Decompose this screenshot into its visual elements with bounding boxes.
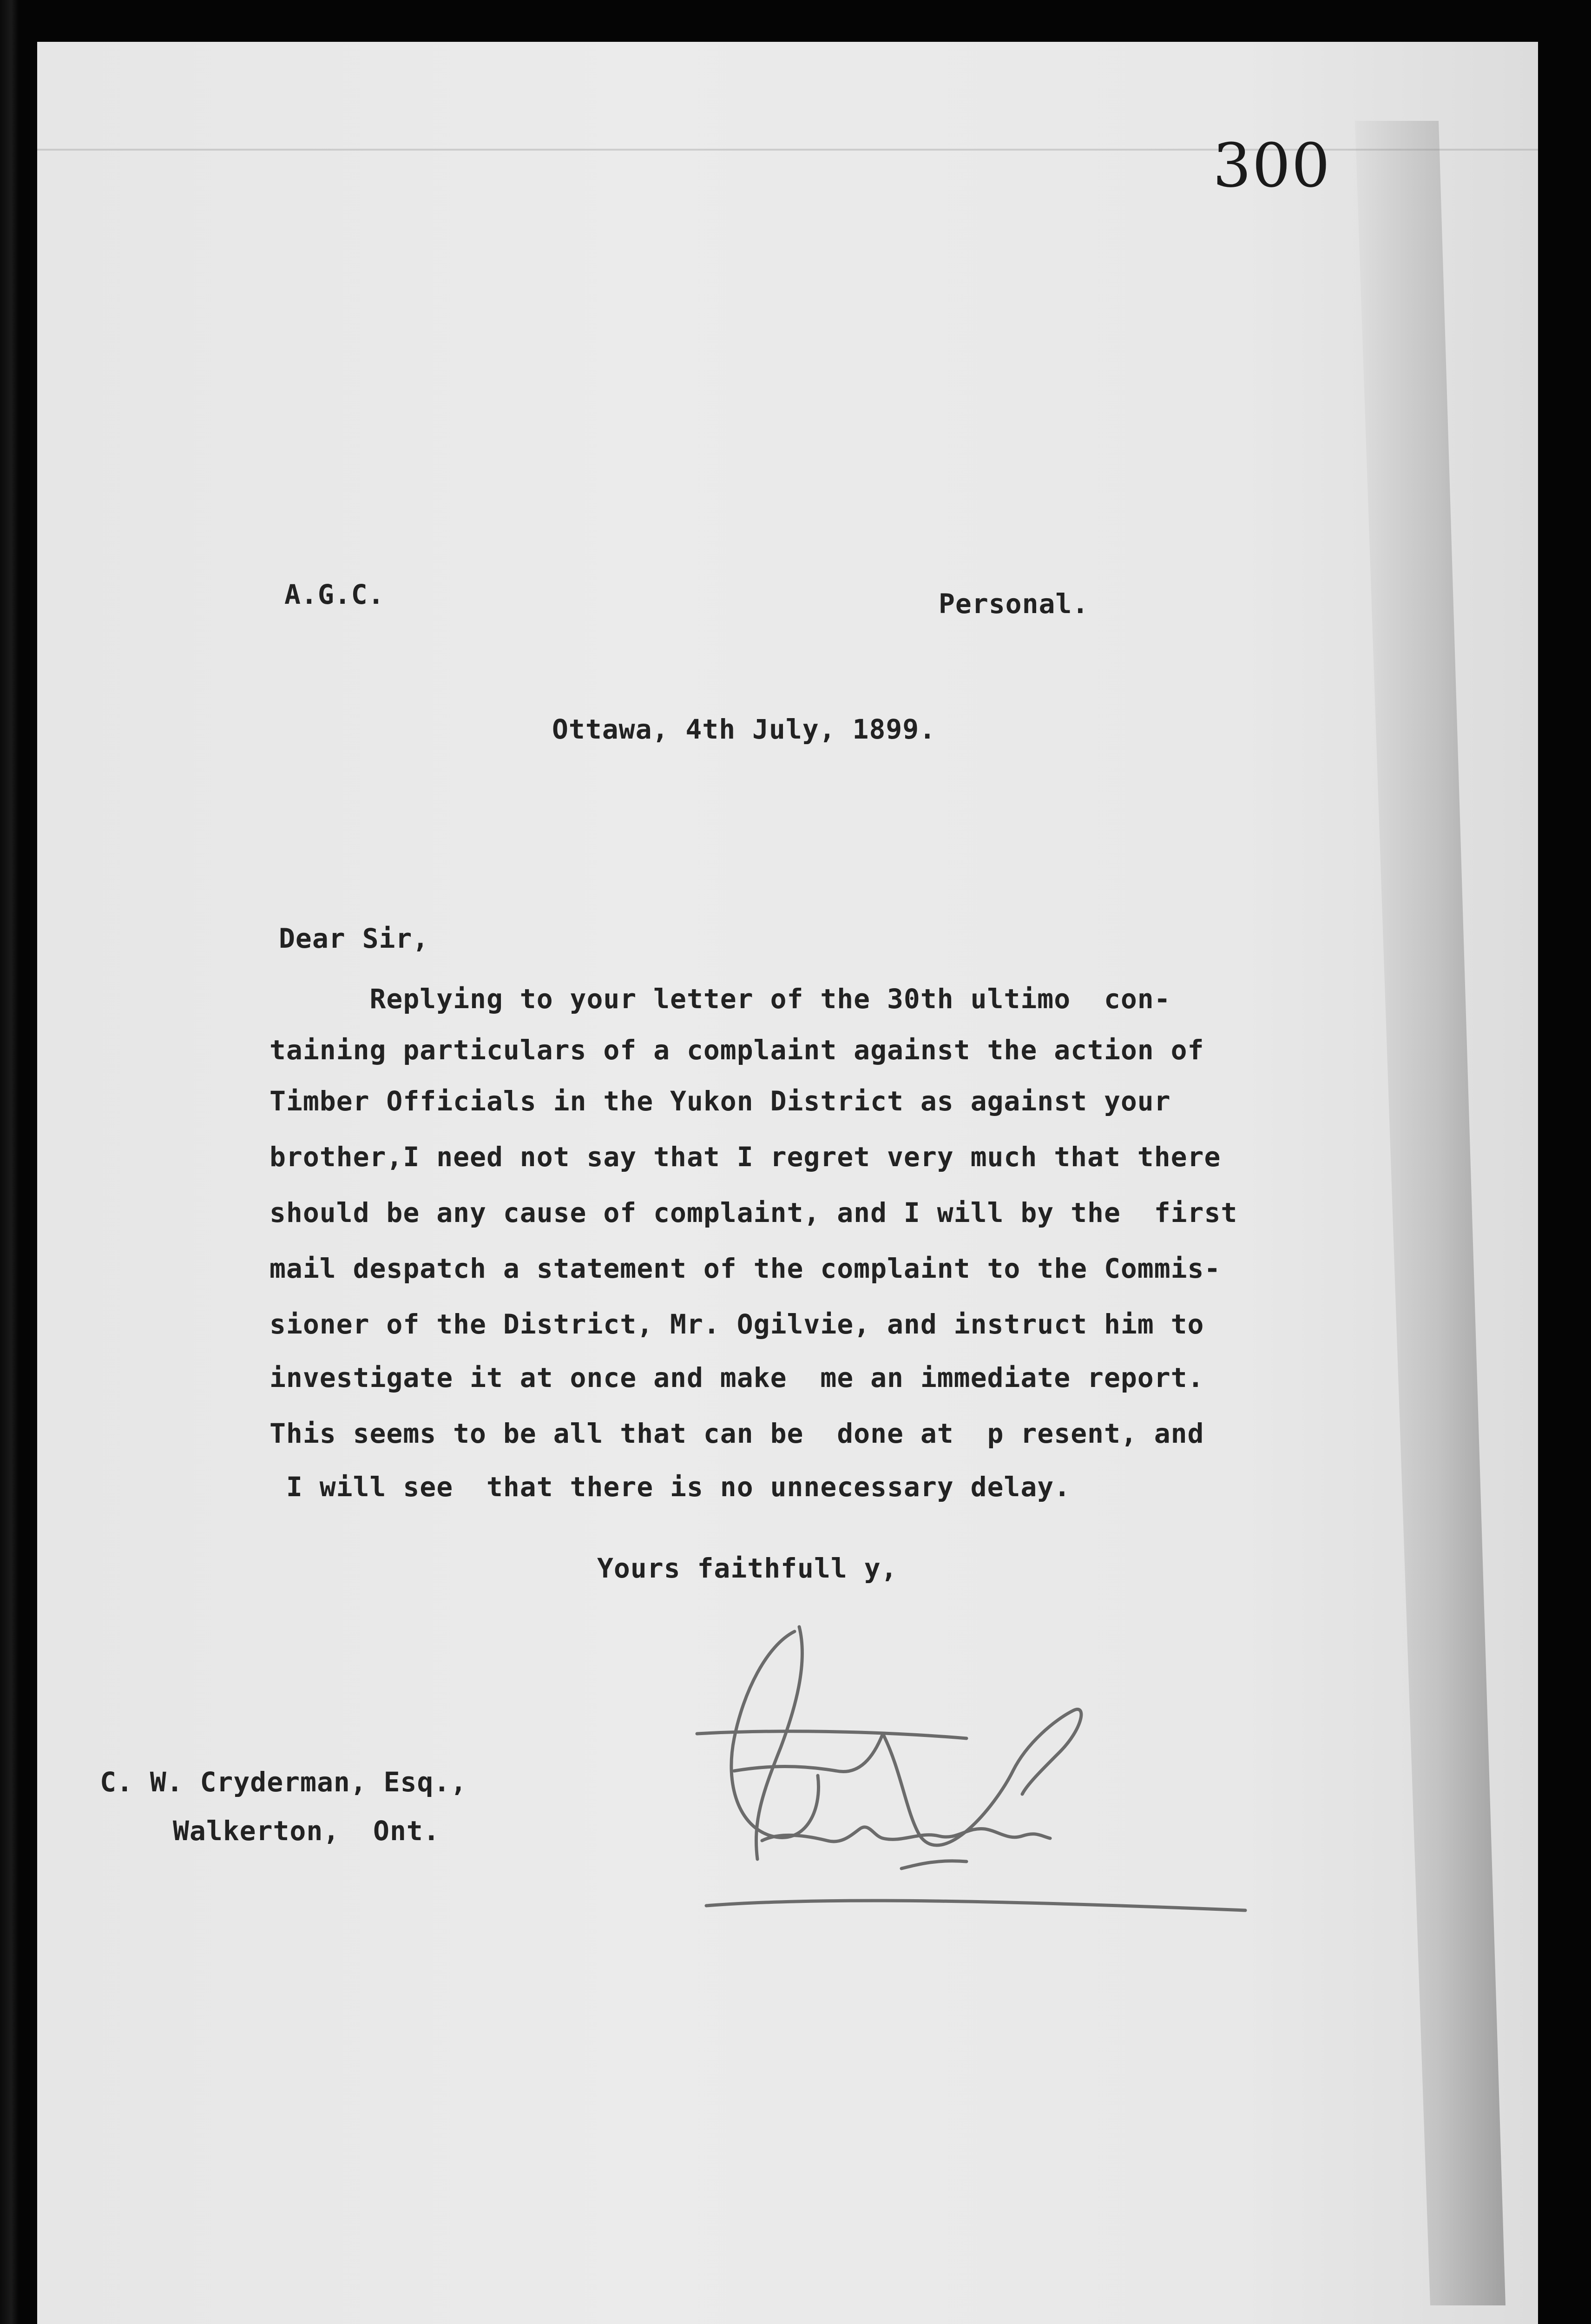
film-edge	[0, 0, 19, 2324]
body-line: sioner of the District, Mr. Ogilvie, and instruct him to	[270, 1308, 1204, 1340]
date-line: Ottawa, 4th July, 1899.	[552, 713, 936, 745]
body-line: Timber Officials in the Yukon District as against your	[270, 1085, 1171, 1117]
body-line: This seems to be all that can be done at p resent, and	[270, 1418, 1204, 1449]
reference-initials: A.G.C.	[284, 579, 385, 610]
addressee-name: C. W. Cryderman, Esq.,	[100, 1766, 467, 1798]
body-line: Replying to your letter of the 30th ultimo con-	[270, 983, 1171, 1015]
page-number: 300	[1213, 130, 1331, 201]
body-line: brother,I need not say that I regret very much that there	[270, 1141, 1221, 1173]
body-line: mail despatch a statement of the complaint to the Commis-	[270, 1253, 1221, 1284]
closing: Yours faithfull y,	[597, 1552, 898, 1584]
body-line: I will see that there is no unnecessary delay.	[270, 1471, 1071, 1503]
handwritten-signature	[641, 1618, 1273, 1924]
salutation: Dear Sir,	[279, 923, 429, 954]
body-line: should be any cause of complaint, and I will by the first	[270, 1197, 1238, 1228]
personal-marking: Personal.	[939, 588, 1089, 620]
letter-sheet	[37, 42, 1538, 2324]
body-line: investigate it at once and make me an immediate report.	[270, 1362, 1204, 1393]
body-line: taining particulars of a complaint against the action of	[270, 1034, 1204, 1066]
addressee-place: Walkerton, Ont.	[173, 1815, 440, 1847]
